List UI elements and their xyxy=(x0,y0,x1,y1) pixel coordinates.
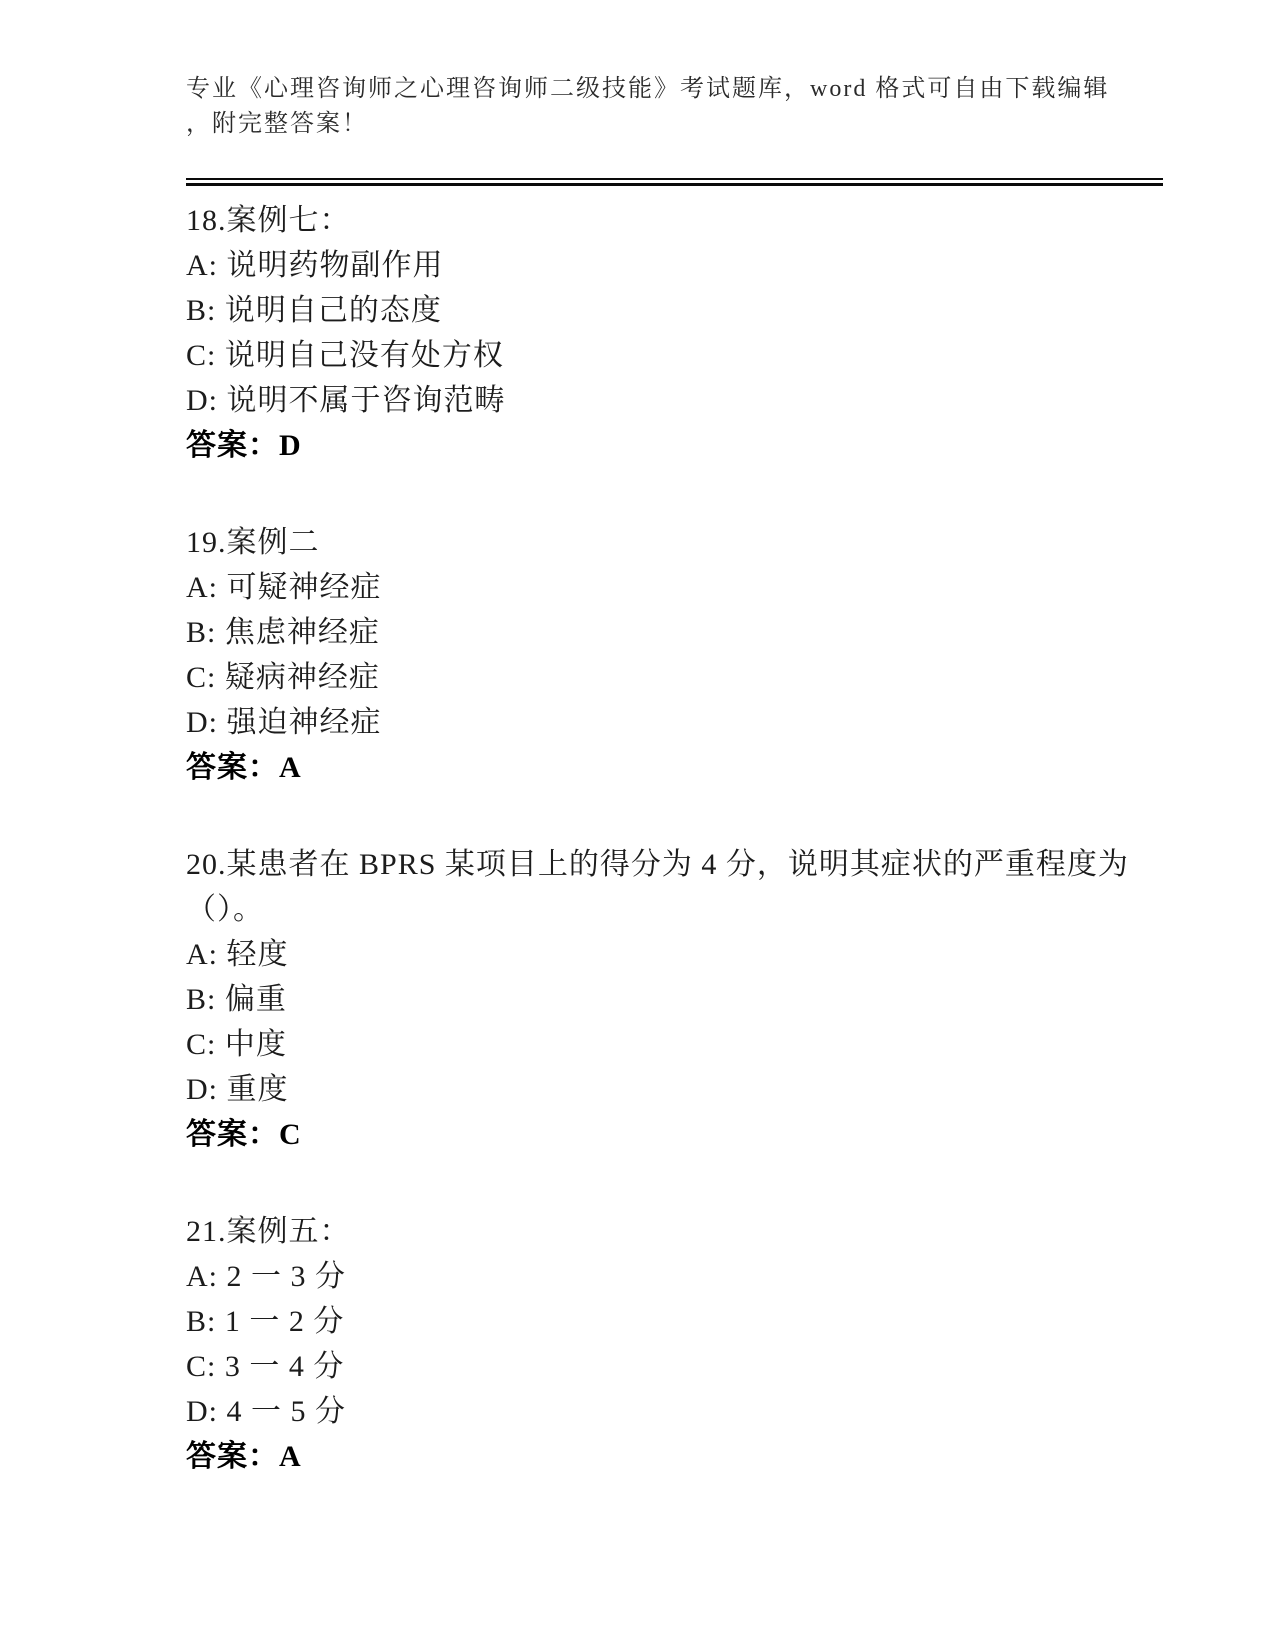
header-text-line-2: ，附完整答案！ xyxy=(186,111,368,137)
document-body xyxy=(186,198,1165,1479)
option-line-b: B: 1 一 2 分 xyxy=(186,1305,345,1338)
question-title: 21.案例五： xyxy=(186,1215,351,1248)
option-line-a: A: 2 一 3 分 xyxy=(186,1260,346,1293)
option-line-d: D: 强迫神经症 xyxy=(186,706,382,739)
question-block-19 xyxy=(186,520,1165,790)
header-text-line-1: 专业《心理咨询师之心理咨询师二级技能》考试题库，word 格式可自由下载编辑 xyxy=(186,76,1110,102)
question-block-18 xyxy=(186,198,1165,468)
option-line-d: D: 重度 xyxy=(186,1073,289,1106)
answer-line: 答案：A xyxy=(186,751,302,784)
option-line-b: B: 焦虑神经症 xyxy=(186,616,380,649)
header-divider-double-rule xyxy=(186,178,1163,186)
question-title: 18.案例七： xyxy=(186,204,351,237)
question-title-line-2: （）。 xyxy=(186,893,264,926)
question-title-line-1: 20.某患者在 BPRS 某项目上的得分为 4 分，说明其症状的严重程度为 xyxy=(186,848,1129,881)
option-line-c: C: 中度 xyxy=(186,1028,287,1061)
page-header xyxy=(186,72,1165,142)
option-line-a: A: 轻度 xyxy=(186,938,289,971)
option-line-c: C: 说明自己没有处方权 xyxy=(186,339,504,372)
option-line-c: C: 疑病神经症 xyxy=(186,661,380,694)
option-line-b: B: 说明自己的态度 xyxy=(186,294,442,327)
answer-line: 答案：A xyxy=(186,1440,302,1473)
answer-line: 答案：D xyxy=(186,429,302,462)
question-title: 19.案例二 xyxy=(186,526,320,559)
option-line-a: A: 说明药物副作用 xyxy=(186,249,444,282)
option-line-a: A: 可疑神经症 xyxy=(186,571,382,604)
answer-line: 答案：C xyxy=(186,1118,302,1151)
question-block-20 xyxy=(186,842,1165,1157)
option-line-b: B: 偏重 xyxy=(186,983,287,1016)
question-block-21 xyxy=(186,1209,1165,1479)
option-line-d: D: 4 一 5 分 xyxy=(186,1395,346,1428)
option-line-d: D: 说明不属于咨询范畴 xyxy=(186,384,506,417)
option-line-c: C: 3 一 4 分 xyxy=(186,1350,345,1383)
